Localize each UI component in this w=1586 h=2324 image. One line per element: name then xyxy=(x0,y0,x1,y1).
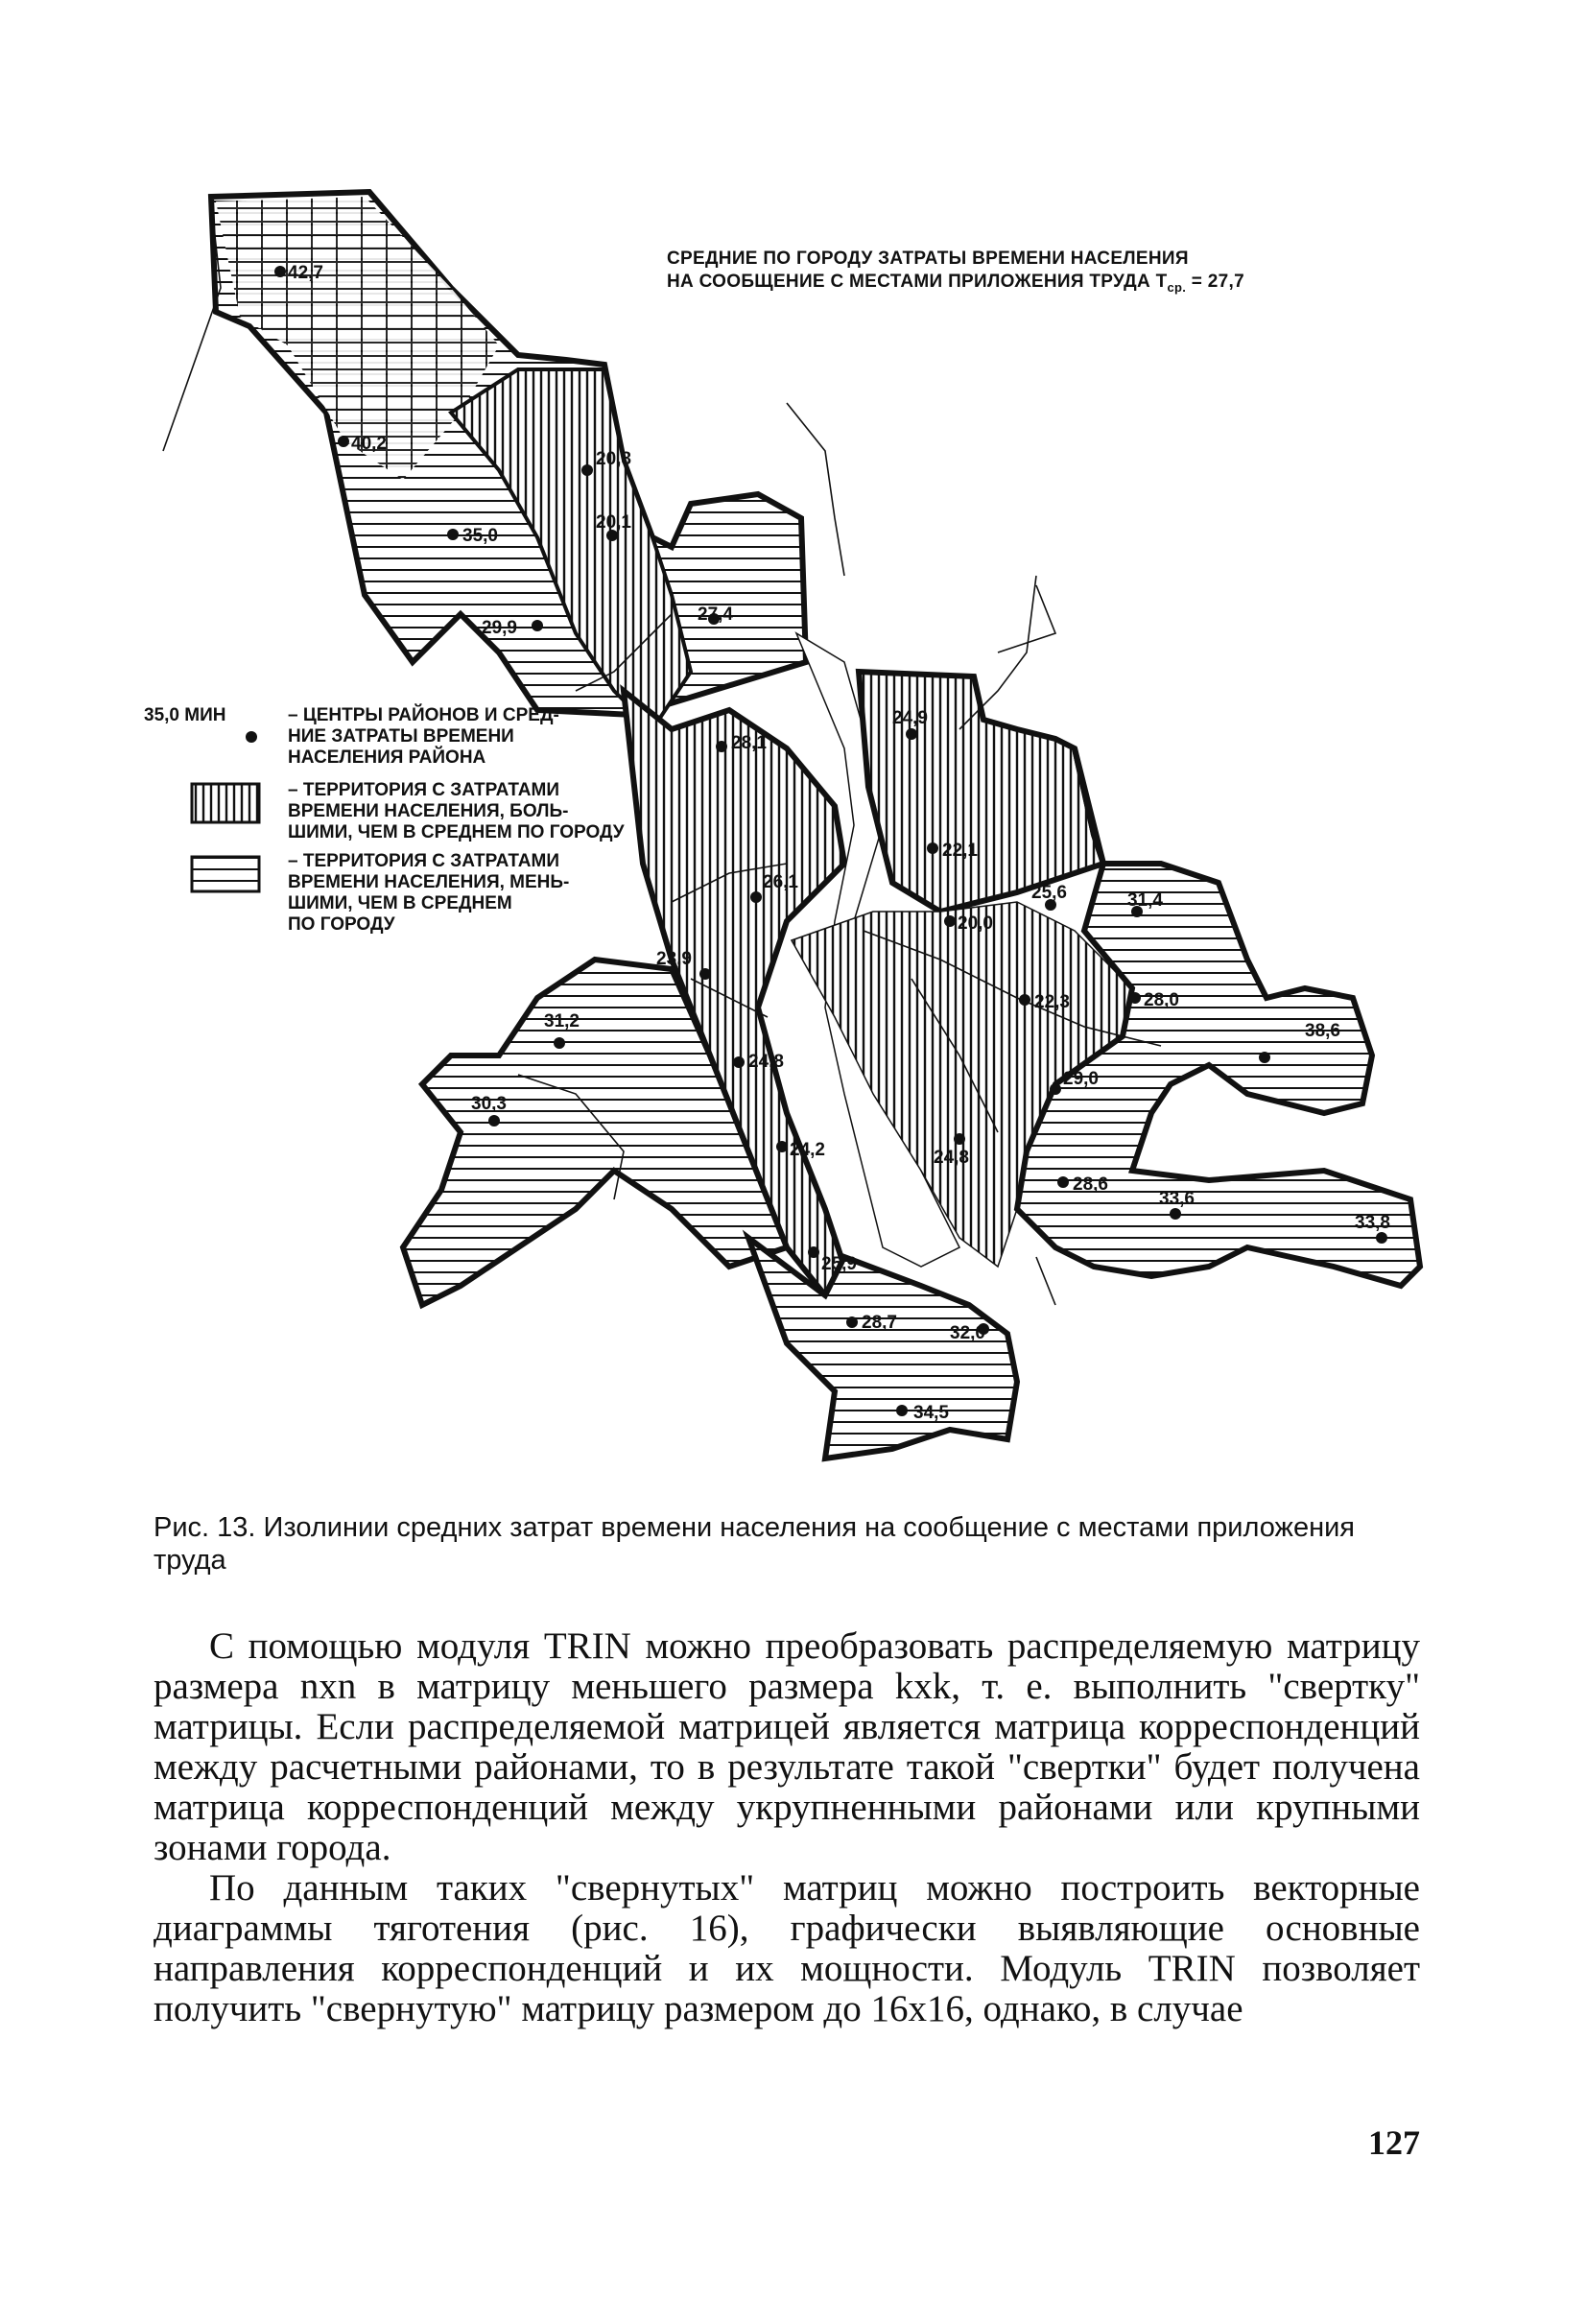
svg-text:25,9: 25,9 xyxy=(821,1254,857,1274)
svg-text:24,8: 24,8 xyxy=(748,1052,784,1072)
svg-text:32,0: 32,0 xyxy=(950,1323,985,1343)
svg-text:27,4: 27,4 xyxy=(698,605,733,625)
legend-more-text: – ТЕРРИТОРИЯ С ЗАТРАТАМИ ВРЕМЕНИ НАСЕЛЕНИЯ, БОЛЬ- ШИМИ, ЧЕМ В СРЕДНЕМ ПО ГОРОДУ xyxy=(288,780,625,842)
svg-text:38,6: 38,6 xyxy=(1305,1021,1340,1041)
svg-text:25,6: 25,6 xyxy=(1031,883,1067,903)
body-text xyxy=(154,1626,1420,2029)
legend-centers-text: – ЦЕНТРЫ РАЙОНОВ И СРЕД- НИЕ ЗАТРАТЫ ВРЕМЕНИ НАСЕЛЕНИЯ РАЙОНА xyxy=(288,705,559,768)
svg-text:28,0: 28,0 xyxy=(1144,990,1179,1010)
district-point xyxy=(950,1323,989,1343)
map-title xyxy=(667,248,1396,299)
svg-text:29,0: 29,0 xyxy=(1063,1069,1099,1089)
svg-text:20,1: 20,1 xyxy=(596,512,631,533)
map-title-line2: НА СООБЩЕНИЕ С МЕСТАМИ ПРИЛОЖЕНИЯ ТРУДА $Т_{ср.} = 27,7$ xyxy=(667,272,1244,295)
svg-text:24,9: 24,9 xyxy=(892,708,928,728)
legend-less-text: – ТЕРРИТОРИЯ С ЗАТРАТАМИ ВРЕМЕНИ НАСЕЛЕНИЯ, МЕНЬ- ШИМИ, ЧЕМ В СРЕДНЕМ ПО ГОРОДУ xyxy=(288,851,570,935)
svg-text:33,8: 33,8 xyxy=(1355,1213,1390,1233)
svg-text:22,3: 22,3 xyxy=(1034,992,1070,1012)
svg-text:28,6: 28,6 xyxy=(1073,1174,1108,1195)
svg-text:31,2: 31,2 xyxy=(544,1011,580,1032)
district-zone-south xyxy=(748,1238,1017,1458)
svg-text:20,0: 20,0 xyxy=(958,913,993,934)
svg-text:28,1: 28,1 xyxy=(731,733,767,753)
paragraph: По данным таких "свернутых" матриц можно построить векторные диаграммы тяготения (рис. 16), графически выявляющие основные направления корреспонденций и их мощности. Модуль TRIN позволяет получить "свернутую" матрицу размером до 16х16, однако, в случае xyxy=(154,1867,1420,2029)
svg-text:23,9: 23,9 xyxy=(656,949,692,969)
svg-text:20,8: 20,8 xyxy=(596,449,631,469)
svg-text:24,2: 24,2 xyxy=(790,1140,825,1160)
district-point xyxy=(698,605,733,625)
district-point xyxy=(1031,883,1067,911)
svg-text:35,0: 35,0 xyxy=(462,526,498,546)
svg-text:29,9: 29,9 xyxy=(482,618,517,638)
svg-text:28,7: 28,7 xyxy=(862,1313,897,1333)
svg-text:22,1: 22,1 xyxy=(942,841,978,861)
svg-text:31,4: 31,4 xyxy=(1127,890,1163,911)
page-number: 127 xyxy=(1368,2123,1420,2162)
svg-text:26,1: 26,1 xyxy=(763,872,798,892)
paragraph: С помощью модуля TRIN можно преобразовать распределяемую матрицу размера nxn в матрицу меньшего размера kxk, т. е. выполнить "свертку" матрицы. Если распределяемой матрицей является матрица корреспонденций между расчетными районами, то в результате такой "свертки" будет получена матрица корреспонденций между укрупненными районами или крупными зонами города. xyxy=(154,1625,1420,1868)
figure-caption: Рис. 13. Изолинии средних затрат времени населения на сообщение с местами приложения труда xyxy=(154,1512,1355,1576)
legend-centers-symbol: 35,0 МИН xyxy=(144,705,226,725)
svg-text:24,8: 24,8 xyxy=(934,1148,969,1168)
svg-text:30,3: 30,3 xyxy=(471,1094,507,1114)
map-title-line1: СРЕДНИЕ ПО ГОРОДУ ЗАТРАТЫ ВРЕМЕНИ НАСЕЛЕНИЯ xyxy=(667,249,1189,269)
svg-text:40,2: 40,2 xyxy=(351,434,387,454)
svg-text:33,6: 33,6 xyxy=(1159,1189,1195,1209)
svg-text:42,7: 42,7 xyxy=(288,263,323,283)
svg-text:34,5: 34,5 xyxy=(913,1403,949,1423)
legend-symbols xyxy=(192,731,259,891)
